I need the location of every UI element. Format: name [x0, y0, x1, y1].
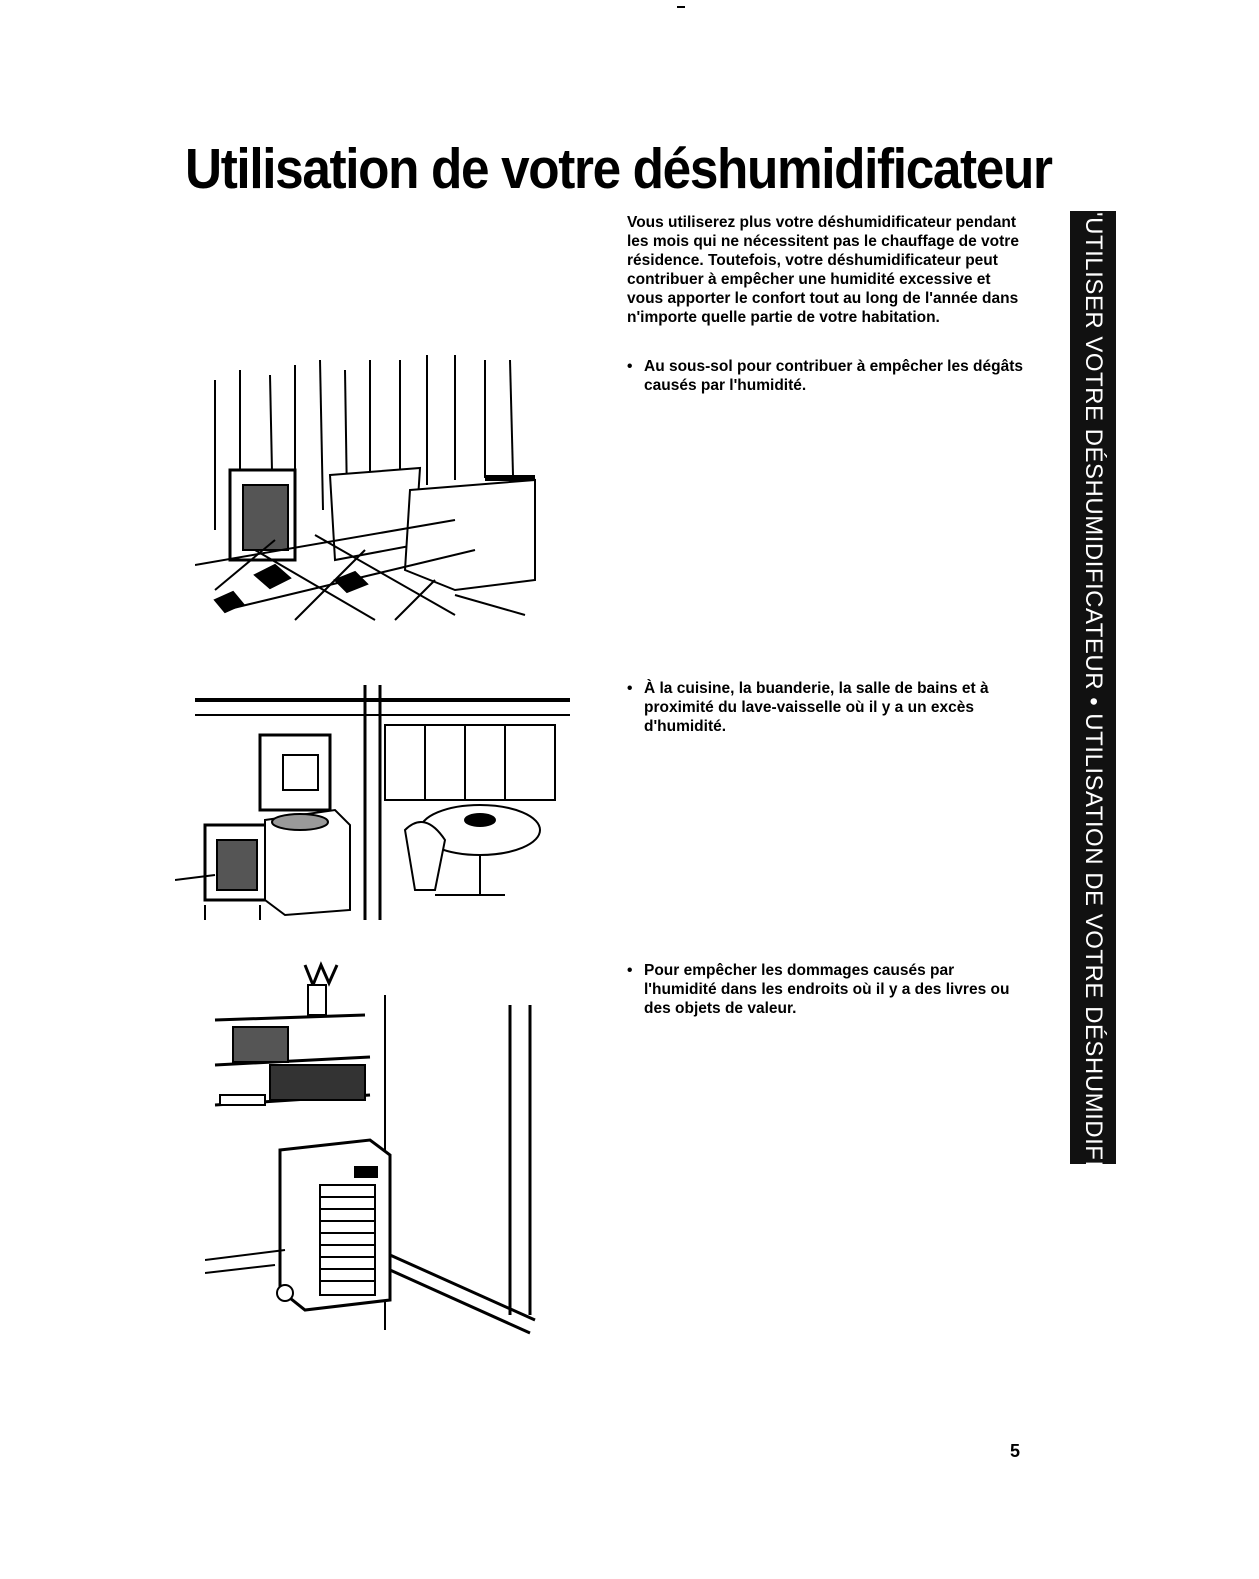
side-tab-label: AVANT D'UTILISER VOTRE DÉSHUMIDIFICATEUR • UTILISATION DE VOTRE DÉSHUMIDIFICATEUR — [1080, 108, 1107, 1267]
intro-paragraph — [627, 213, 1027, 333]
page-title: Utilisation de votre déshumidificateur — [185, 137, 1052, 201]
page-number: 5 — [1010, 1441, 1021, 1461]
bullet-item-valuables — [627, 961, 1027, 1024]
bullet-item-basement — [627, 357, 1027, 401]
basement-illustration — [195, 350, 545, 630]
intro-text: Vous utiliserez plus votre déshumidificateur pendant les mois qui ne nécessitent pas le chauffage de votre résidence. Toutefois, votre déshumidificateur peut contribuer à empêcher une humidité excessive et vous apporter le confort tout au long de l'année dans n'importe quelle partie de votre habitation. — [627, 214, 1019, 326]
bullet-text: • À la cuisine, la buanderie, la salle de bains et à proximité du lave-vaisselle où il y a un excès d'humidité. — [627, 679, 1027, 736]
bullet-text: • Pour empêcher les dommages causés par l'humidité dans les endroits où il y a des livres ou des objets de valeur. — [627, 961, 1027, 1018]
section-side-tab — [1070, 108, 1116, 1267]
bullet-text: • Au sous-sol pour contribuer à empêcher les dégâts causés par l'humidité. — [627, 357, 1027, 395]
kitchen-illustration — [175, 680, 575, 930]
bullet-item-kitchen — [627, 679, 1027, 742]
library-illustration — [205, 955, 550, 1340]
top-mark — [677, 6, 685, 8]
